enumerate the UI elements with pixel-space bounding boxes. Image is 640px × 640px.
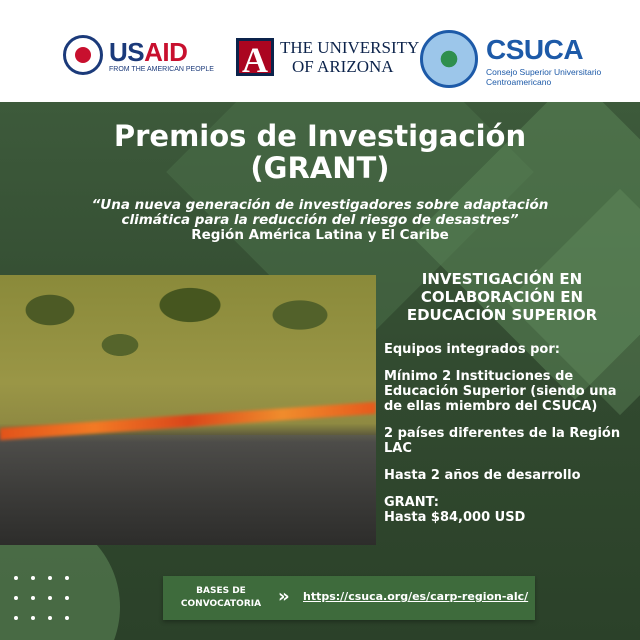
usaid-seal-icon [63,35,103,75]
cta-label-line2: CONVOCATORIA [180,599,262,609]
title-line2: (GRANT) [250,151,390,185]
cta-label-line1: BASES DE [196,586,246,596]
usaid-aid: AID [144,37,188,67]
csuca-sub-line1: Consejo Superior Universitario [486,67,602,77]
details-panel [384,270,624,525]
csuca-logo [420,30,620,90]
heading-line1: INVESTIGACIÓN EN [421,270,583,288]
arizona-line2: OF ARIZONA [292,57,394,76]
grant-label: GRANT: [384,495,439,510]
requirement-duration: Hasta 2 años de desarrollo [384,468,581,483]
arizona-line1: THE UNIVERSITY [280,38,420,57]
csuca-name: CSUCA [486,34,584,65]
subtitle-line3: Región América Latina y El Caribe [191,227,449,243]
grant-value: Hasta $84,000 USD [384,510,526,525]
subtitle-line2: climática para la reducción del riesgo de desastres” [121,212,519,228]
requirement-institutions: Mínimo 2 Instituciones de Educación Superior (siendo una de ellas miembro del CSUCA) [384,369,617,414]
page-title [60,120,580,184]
decor-dot-grid [14,576,70,622]
csuca-sub-line2: Centroamericano [486,77,552,87]
teams-label: Equipos integrados por: [384,342,560,357]
wildfire-aerial-photo [0,275,376,545]
heading-line2: COLABORACIÓN EN [420,288,584,306]
photo-burned-area [0,435,376,545]
requirement-countries: 2 países diferentes de la Región LAC [384,426,621,456]
bases-convocatoria-banner[interactable] [163,576,535,620]
photo-trees [0,275,376,365]
grant-amount [384,495,624,525]
logo-header [0,0,640,102]
cta-label [177,585,265,611]
chevron-right-icon: » [278,586,290,607]
convocatoria-link[interactable]: https://csuca.org/es/carp-region-alc/ [303,590,529,603]
subtitle [60,198,580,243]
title-line1: Premios de Investigación [113,119,527,153]
university-of-arizona-logo [236,38,420,82]
usaid-us: US [109,37,145,67]
globe-icon [420,30,478,88]
details-heading [384,270,620,324]
heading-line3: EDUCACIÓN SUPERIOR [406,306,598,324]
subtitle-line1: “Una nueva generación de investigadores sobre adaptación [91,197,549,213]
usaid-tagline: FROM THE AMERICAN PEOPLE [109,66,214,73]
arizona-a-icon: A [236,38,274,76]
